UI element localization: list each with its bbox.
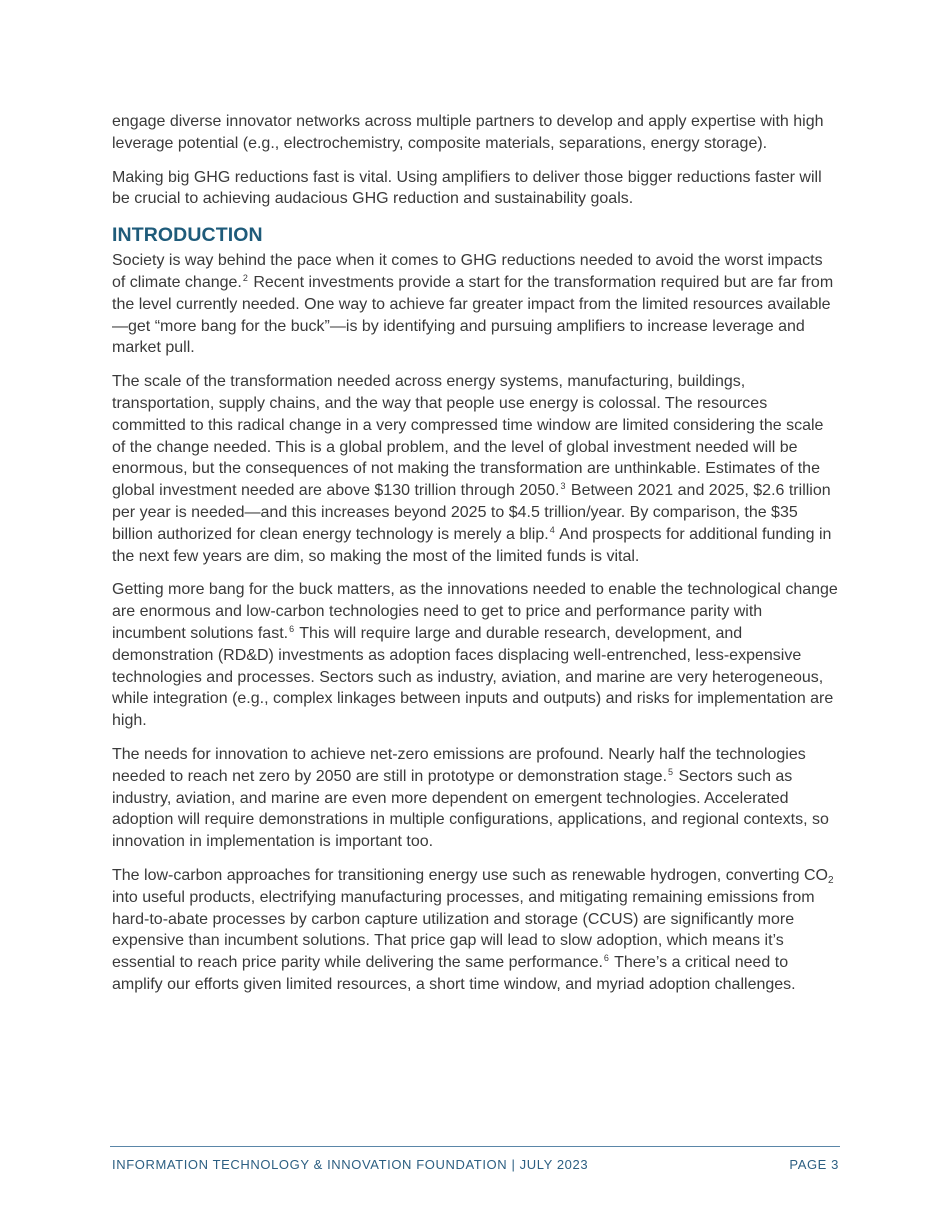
- footnote-ref[interactable]: 3: [560, 481, 566, 492]
- section-heading: INTRODUCTION: [112, 224, 263, 247]
- paragraph-3-text-b: Recent investments provide a start for the transformation required but are far from the level currently needed. One way to achieve far greater impact from the limited resources available—get “more bang for the buck”—is by identifying and pursuing amplifiers to increase leverage and market pull.: [112, 273, 834, 357]
- paragraph-7-text-c: There’s a critical need to amplify our efforts given limited resources, a short time window, and myriad adoption challenges.: [112, 954, 796, 993]
- paragraph-6: [112, 744, 840, 853]
- footnote-ref[interactable]: 5: [668, 766, 674, 777]
- page-number: PAGE 3: [789, 1157, 839, 1172]
- paragraph-7-text-b: into useful products, electrifying manufacturing processes, and mitigating remaining emissions from hard-to-abate processes by carbon capture utilization and storage (CCUS) are significantly more expensive than incumbent solutions. That price gap will lead to slow adoption, which means it’s essential to reach price parity while delivering the same performance.: [112, 888, 815, 972]
- paragraph-7: [112, 865, 840, 996]
- footer-divider: [110, 1146, 840, 1147]
- paragraph-4-text-c: And prospects for additional funding in the next few years are dim, so making the most of the limited funds is vital.: [112, 525, 832, 565]
- paragraph-4-text-b: Between 2021 and 2025, $2.6 trillion per year is needed—and this increases beyond 2025 to $4.5 trillion/year. By comparison, the $35 billion authorized for clean energy technology is merely a blip.: [112, 482, 831, 543]
- paragraph-4: [112, 371, 840, 567]
- footnote-ref[interactable]: 4: [549, 524, 555, 535]
- paragraph-7-text-a: The low-carbon approaches for transitioning energy use such as renewable hydrogen, converting CO: [112, 866, 828, 884]
- paragraph-1-text: engage diverse innovator networks across multiple partners to develop and apply expertise with high leverage potential (e.g., electrochemistry, composite materials, separations, energy storage).: [112, 113, 824, 152]
- paragraph-1: [112, 111, 840, 155]
- paragraph-3: [112, 250, 840, 359]
- paragraph-4-text-a: The scale of the transformation needed across energy systems, manufacturing, buildings, transportation, supply chains, and the way that people use energy is colossal. The resources committed to this radical change in a very compressed time window are limited considering the scale of the change needed. This is a global problem, and the level of global investment needed will be enormous, but the consequences of not making the transformation are unthinkable. Estimates of the global investment needed are above $130 trillion through 2050.: [112, 373, 824, 500]
- footnote-ref[interactable]: 6: [289, 623, 295, 634]
- paragraph-3-text-a: Society is way behind the pace when it comes to GHG reductions needed to avoid the worst impacts of climate change.: [112, 252, 823, 291]
- paragraph-5: [112, 579, 840, 732]
- subscript: 2: [827, 874, 834, 886]
- footer-date: JULY 2023: [519, 1157, 589, 1172]
- paragraph-5-text-b: This will require large and durable research, development, and demonstration (RD&D) investments as adoption faces displacing well-entrenched, less-expensive technologies and processes. Sectors such as industry, aviation, and marine are very heterogeneous, while integration (e.g., complex linkages between inputs and outputs) and risks for implementation are high.: [112, 624, 834, 730]
- footer-org: INFORMATION TECHNOLOGY & INNOVATION FOUNDATION: [112, 1157, 508, 1172]
- paragraph-5-text-a: Getting more bang for the buck matters, as the innovations needed to enable the technological change are enormous and low-carbon technologies need to get to price and performance parity with incumbent solutions fast.: [112, 581, 838, 642]
- main-content: [112, 111, 840, 1008]
- footer-separator: |: [507, 1157, 520, 1172]
- footer-publisher: [112, 1157, 588, 1172]
- paragraph-6-text-a: The needs for innovation to achieve net-zero emissions are profound. Nearly half the technologies needed to reach net zero by 2050 are still in prototype or demonstration stage.: [112, 745, 806, 785]
- paragraph-2-text: Making big GHG reductions fast is vital. Using amplifiers to deliver those bigger reductions faster will be crucial to achieving audacious GHG reduction and sustainability goals.: [112, 168, 822, 208]
- footnote-ref[interactable]: 2: [242, 272, 248, 283]
- paragraph-6-text-b: Sectors such as industry, aviation, and marine are even more dependent on emergent technologies. Accelerated adoption will require demonstrations in multiple configurations, applications, and regional contexts, so innovation in implementation is important too.: [112, 767, 829, 851]
- footnote-ref[interactable]: 6: [603, 953, 609, 964]
- paragraph-2: [112, 167, 840, 211]
